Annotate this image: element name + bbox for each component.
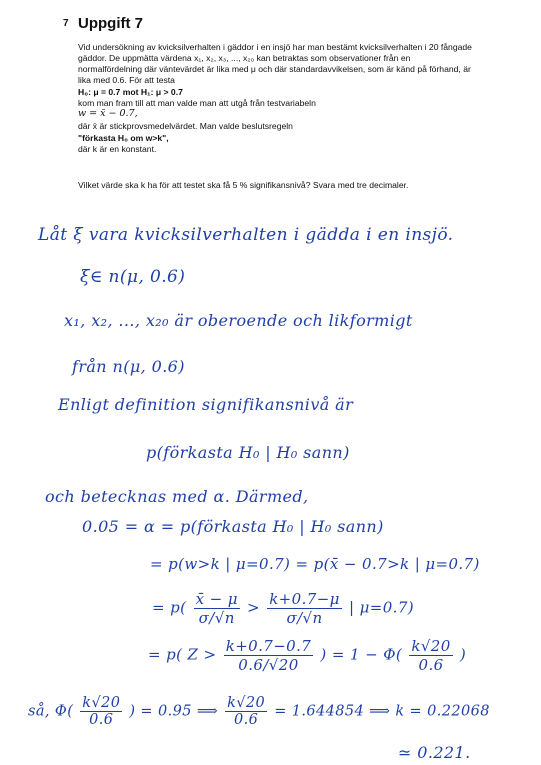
intro-line-2: gäddor. De uppmätta värdena x₁, x₂, x₃, ..., x₂₀ kan betraktas som observationer från en [78, 53, 411, 63]
intro-line-5: kom man fram till att man valde man att utgå från testvariabeln [78, 98, 316, 108]
hw-line-8: 0.05 = α = p(förkasta H₀ | H₀ sann) [82, 517, 384, 536]
hw-line-9: = p(w>k | μ=0.7) = p(x̄ − 0.7>k | μ=0.7) [150, 555, 480, 573]
hw-line-6: p(förkasta H₀ | H₀ sann) [146, 443, 350, 462]
fraction-phi-arg: $\frac{k√20}{0.6}$ [411, 637, 451, 674]
fraction-threshold: $\frac{k+0.7-\mu}{\sigma/√n}$ [269, 590, 340, 627]
intro-line-6: där x̄ är stickprovsmedelvärdet. Man valde beslutsregeln [78, 121, 293, 131]
intro-line-1: Vid undersökning av kvicksilverhalten i gäddor i en insjö har man bestämt kvicksilverhalten i 20 fångade [78, 42, 472, 52]
printed-problem [0, 0, 541, 210]
hw-line-2: ξ∈ n(μ, 0.6) [80, 267, 186, 287]
fraction-k-expr: $\frac{k√20}{0.6}$ [227, 695, 266, 728]
hw-line-1: Låt ξ vara kvicksilverhalten i gädda i en insjö. [38, 225, 454, 245]
fraction-z-threshold: $\frac{k+0.7-0.7}{0.6/√20}$ [225, 637, 312, 674]
decision-rule: "förkasta H₀ om w>k", [78, 133, 169, 143]
handwritten-solution [0, 205, 541, 765]
fraction-phi-left: $\frac{k√20}{0.6}$ [82, 695, 121, 728]
intro-line-4: lika med 0.6. För att testa [78, 75, 175, 85]
intro-line-3: normalfördelning där väntevärdet är lika med μ och där standardavvikelsen, som är känd på förhand, är [78, 64, 471, 74]
problem-number: 7 [63, 18, 69, 29]
question: Vilket värde ska k ha för att testet ska få 5 % signifikansnivå? Svara med tre decimaler. [78, 180, 409, 190]
hw-final-answer: ≃ 0.221. [398, 743, 471, 762]
hw-line-3: x₁, x₂, ..., x₂₀ är oberoende och likformigt [64, 311, 413, 330]
hw-line-5: Enligt definition signifikansnivå är [58, 395, 354, 414]
fraction-standardized: $\frac{x̄ - \mu}{\sigma/√n}$ [195, 590, 238, 627]
hw-line-10: = p( $\frac{x̄ - \mu}{\sigma/√n}$ > $\frac{k+0.7-\mu}{\sigma/√n}$ | μ=0.7) [152, 590, 415, 627]
problem-title: Uppgift 7 [78, 15, 143, 32]
intro-line-7: där k är en konstant. [78, 144, 157, 154]
hypothesis: H₀: μ = 0.7 mot H₁: μ > 0.7 [78, 87, 183, 97]
hw-line-12: så, Φ( $\frac{k√20}{0.6}$ ) = 0.95 ⟹ $\frac{k√20}{0.6}$ = 1.644854 ⟹ k = 0.22068 [28, 695, 490, 728]
test-variable: w = x̄ − 0.7, [78, 108, 138, 119]
hw-line-7: och betecknas med α. Därmed, [45, 487, 309, 506]
hw-line-11: = p( Z > $\frac{k+0.7-0.7}{0.6/√20}$ ) = 1 − Φ( $\frac{k√20}{0.6}$ ) [148, 637, 467, 674]
hw-line-4: från n(μ, 0.6) [72, 357, 185, 376]
